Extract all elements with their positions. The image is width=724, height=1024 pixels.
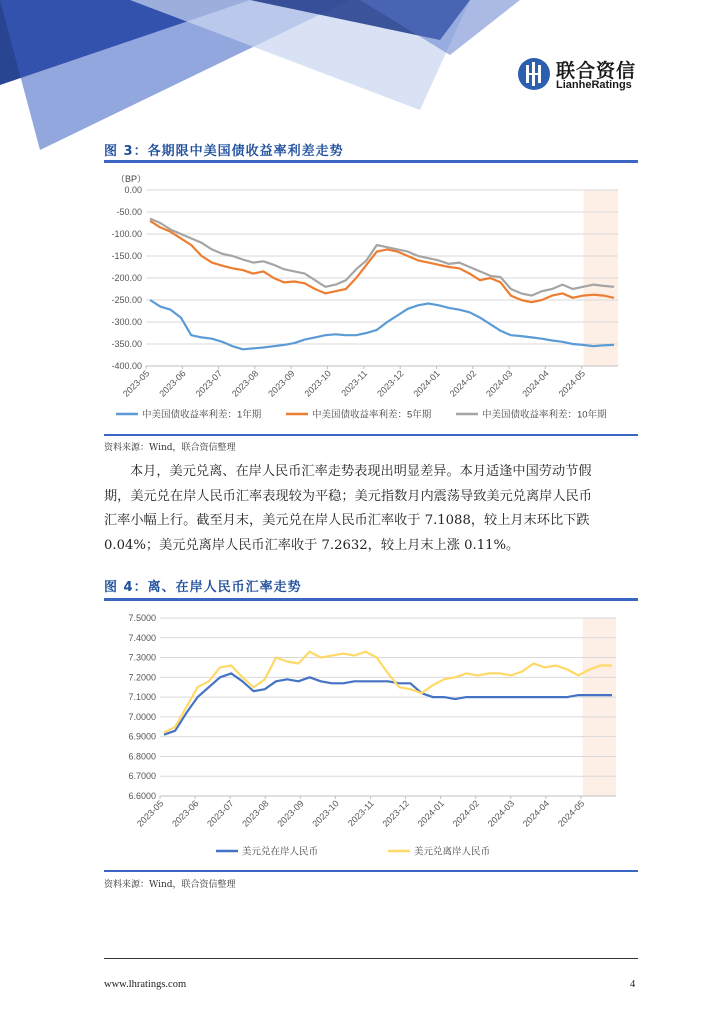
figure3-bottom-rule — [104, 434, 638, 436]
y-tick-label: -250.00 — [111, 295, 142, 305]
x-tick-label: 2023-07 — [205, 798, 236, 829]
y-tick-label: 6.9000 — [128, 731, 156, 742]
paragraph-line-4: 0.04%；美元兑离岸人民币汇率收于 7.2632，较上月末上涨 0.11%。 — [104, 537, 520, 553]
x-tick-label: 2024-02 — [447, 368, 479, 399]
x-tick-label: 2023-09 — [275, 798, 306, 829]
x-tick-label: 2024-03 — [485, 798, 517, 829]
y-tick-label: -150.00 — [111, 251, 142, 261]
paragraph-line-1: 本月，美元兑离、在岸人民币汇率走势表现出明显差异。本月适逢中国劳动节假 — [130, 464, 592, 479]
legend-label: 中美国债收益率利差：10年期 — [482, 409, 607, 421]
figure4-top-rule — [104, 598, 638, 601]
paragraph-line-3: 汇率小幅上行。截至月末，美元兑在岸人民币汇率收于 7.1088，较上月末环比下跌 — [104, 513, 590, 528]
x-tick-label: 2024-04 — [520, 798, 552, 829]
x-tick-label: 2024-02 — [450, 798, 482, 829]
x-tick-label: 2023-09 — [266, 368, 297, 399]
figure3-unit-label: （BP） — [116, 174, 147, 184]
figure4-title: 图 4：离、在岸人民币汇率走势 — [104, 580, 302, 595]
figure3-top-rule — [104, 160, 638, 163]
y-tick-label: -100.00 — [111, 229, 142, 239]
y-tick-label: 6.6000 — [128, 791, 156, 801]
x-tick-label: 2023-06 — [170, 798, 201, 829]
x-tick-label: 2023-11 — [345, 798, 376, 829]
footer-rule — [104, 958, 638, 959]
x-tick-label: 2023-06 — [157, 368, 188, 399]
y-tick-label: 7.1000 — [128, 692, 156, 703]
series-line-2 — [150, 219, 614, 296]
y-tick-label: 7.5000 — [128, 613, 156, 623]
figure4-source: 资料来源：Wind，联合资信整理 — [104, 880, 236, 890]
x-tick-label: 2023-11 — [339, 368, 370, 399]
y-tick-label: 6.8000 — [128, 751, 156, 762]
y-tick-label: -50.00 — [116, 207, 142, 217]
y-tick-label: 6.7000 — [128, 771, 156, 782]
series-line-0 — [164, 673, 612, 734]
x-tick-label: 2024-01 — [415, 798, 447, 829]
y-tick-label: -400.00 — [111, 361, 142, 371]
legend-label: 美元兑在岸人民币 — [242, 846, 319, 858]
paragraph-line-2: 期，美元兑在岸人民币汇率表现较为平稳；美元指数月内震荡导致美元兑离岸人民币 — [104, 488, 592, 504]
x-tick-label: 2024-05 — [555, 798, 587, 829]
logo-mark-icon — [516, 56, 552, 92]
footer-url: www.lhratings.com — [104, 979, 187, 990]
figure3-chart — [104, 168, 638, 432]
page-number: 4 — [630, 979, 636, 990]
figure3-source: 资料来源：Wind，联合资信整理 — [104, 443, 236, 453]
x-tick-label: 2023-10 — [310, 798, 341, 829]
y-tick-label: 0.00 — [124, 185, 142, 195]
y-tick-label: -300.00 — [111, 317, 142, 327]
x-tick-label: 2023-05 — [134, 798, 166, 829]
y-tick-label: 7.4000 — [128, 632, 156, 643]
figure4-chart — [104, 606, 638, 868]
x-tick-label: 2023-08 — [240, 798, 271, 829]
lianhe-ratings-logo — [516, 56, 646, 96]
legend-label: 中美国债收益率利差：1年期 — [142, 409, 262, 421]
y-tick-label: -350.00 — [111, 339, 142, 349]
legend-label: 中美国债收益率利差：5年期 — [312, 409, 432, 421]
legend-label: 美元兑离岸人民币 — [414, 846, 491, 858]
x-tick-label: 2023-12 — [375, 368, 406, 399]
y-tick-label: -200.00 — [111, 273, 142, 283]
x-tick-label: 2023-10 — [302, 368, 333, 399]
x-tick-label: 2024-05 — [556, 368, 588, 399]
figure4-bottom-rule — [104, 870, 638, 872]
body-paragraph — [104, 460, 638, 558]
y-tick-label: 7.2000 — [128, 672, 156, 683]
logo-chinese-name: 联合资信 — [556, 60, 637, 82]
x-tick-label: 2023-08 — [229, 368, 261, 399]
figure3-title: 图 3：各期限中美国债收益率利差走势 — [104, 144, 344, 159]
series-line-0 — [150, 300, 614, 349]
x-tick-label: 2023-07 — [193, 368, 225, 399]
x-tick-label: 2024-03 — [484, 368, 515, 399]
x-tick-label: 2024-01 — [411, 368, 442, 399]
y-tick-label: 7.3000 — [128, 652, 156, 663]
logo-english-name: LianheRatings — [556, 79, 632, 91]
x-tick-label: 2023-12 — [380, 798, 411, 829]
shaded-region-latest-month — [583, 618, 616, 796]
x-tick-label: 2024-04 — [520, 368, 551, 399]
y-tick-label: 7.0000 — [128, 711, 156, 722]
series-line-1 — [164, 652, 612, 733]
x-tick-label: 2023-05 — [120, 368, 152, 399]
